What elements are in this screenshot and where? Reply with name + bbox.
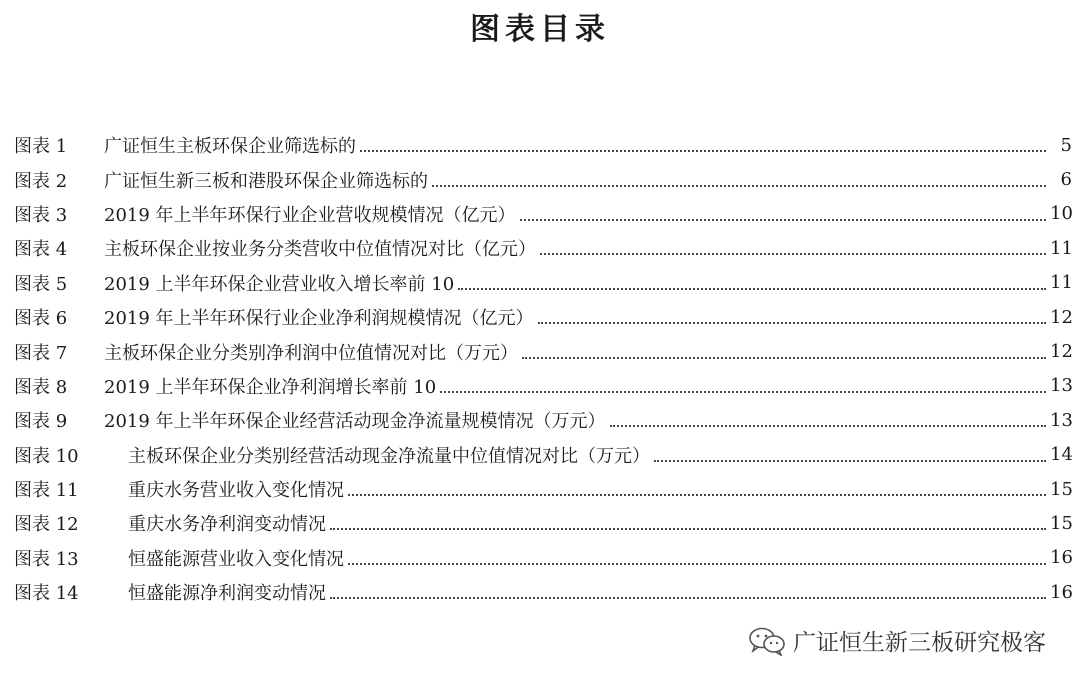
toc-page-number: 16 [1050,547,1073,569]
toc-page-number: 11 [1050,237,1073,259]
toc-label: 图表 10 [14,445,79,467]
figure-toc [14,128,1072,609]
toc-label: 图表 13 [14,548,79,570]
dot-leader [538,322,1046,324]
dot-leader [540,253,1046,255]
dot-leader [432,185,1046,187]
toc-page-number: 16 [1050,581,1073,603]
dot-leader [458,288,1046,290]
toc-page-number: 10 [1050,203,1073,225]
toc-entry[interactable] [14,128,1072,162]
toc-entry[interactable] [14,231,1072,265]
toc-label: 图表 12 [14,514,79,536]
toc-label: 图表 7 [14,342,68,364]
dot-leader [330,528,1046,530]
dot-leader [330,597,1046,599]
toc-label: 图表 8 [14,376,68,398]
toc-title: 恒盛能源营业收入变化情况 [128,548,344,570]
toc-title: 2019 年上半年环保行业企业净利润规模情况（亿元） [104,308,534,330]
toc-page-number: 13 [1050,375,1073,397]
toc-entry[interactable] [14,438,1072,472]
toc-title: 恒盛能源净利润变动情况 [128,583,326,605]
toc-title: 2019 上半年环保企业净利润增长率前 10 [104,376,437,398]
toc-entry[interactable] [14,300,1072,334]
toc-page-number: 15 [1050,478,1073,500]
toc-entry[interactable] [14,266,1072,300]
toc-page-number: 15 [1050,512,1073,534]
toc-entry[interactable] [14,197,1072,231]
toc-label: 图表 1 [14,136,68,158]
toc-title: 主板环保企业分类别净利润中位值情况对比（万元） [104,342,518,364]
dot-leader [360,150,1046,152]
dot-leader [654,460,1046,462]
toc-label: 图表 6 [14,308,68,330]
watermark [747,624,1046,657]
dot-leader [522,357,1046,359]
toc-entry[interactable] [14,403,1072,437]
toc-entry[interactable] [14,334,1072,368]
toc-entry[interactable] [14,506,1072,540]
wechat-icon [747,626,787,656]
toc-label: 图表 4 [14,239,68,261]
dot-leader [610,425,1046,427]
toc-entry[interactable] [14,369,1072,403]
toc-label: 图表 2 [14,170,68,192]
toc-entry[interactable] [14,162,1072,196]
toc-entry[interactable] [14,541,1072,575]
toc-page-number: 5 [1060,134,1072,156]
page-title: 图表目录 [470,12,610,47]
toc-label: 图表 3 [14,204,68,226]
toc-title: 重庆水务净利润变动情况 [128,514,326,536]
dot-leader [440,391,1046,393]
toc-page-number: 6 [1060,169,1072,191]
toc-page-number: 11 [1050,272,1073,294]
toc-page-number: 12 [1050,306,1073,328]
toc-title: 广证恒生新三板和港股环保企业筛选标的 [104,170,428,192]
watermark-text: 广证恒生新三板研究极客 [793,630,1046,656]
toc-entry[interactable] [14,472,1072,506]
toc-title: 重庆水务营业收入变化情况 [128,480,344,502]
dot-leader [348,563,1046,565]
toc-title: 2019 上半年环保企业营业收入增长率前 10 [104,273,455,295]
toc-title: 主板环保企业按业务分类营收中位值情况对比（亿元） [104,239,536,261]
toc-title: 2019 年上半年环保行业企业营收规模情况（亿元） [104,204,516,226]
dot-leader [348,494,1046,496]
dot-leader [520,219,1046,221]
toc-page-number: 13 [1050,409,1073,431]
toc-label: 图表 11 [14,480,79,502]
toc-page-number: 12 [1050,341,1073,363]
toc-page-number: 14 [1050,444,1073,466]
toc-label: 图表 5 [14,273,68,295]
toc-label: 图表 9 [14,411,68,433]
toc-title: 广证恒生主板环保企业筛选标的 [104,136,356,158]
toc-title: 2019 年上半年环保企业经营活动现金净流量规模情况（万元） [104,411,606,433]
toc-title: 主板环保企业分类别经营活动现金净流量中位值情况对比（万元） [128,445,650,467]
toc-label: 图表 14 [14,583,79,605]
toc-entry[interactable] [14,575,1072,609]
